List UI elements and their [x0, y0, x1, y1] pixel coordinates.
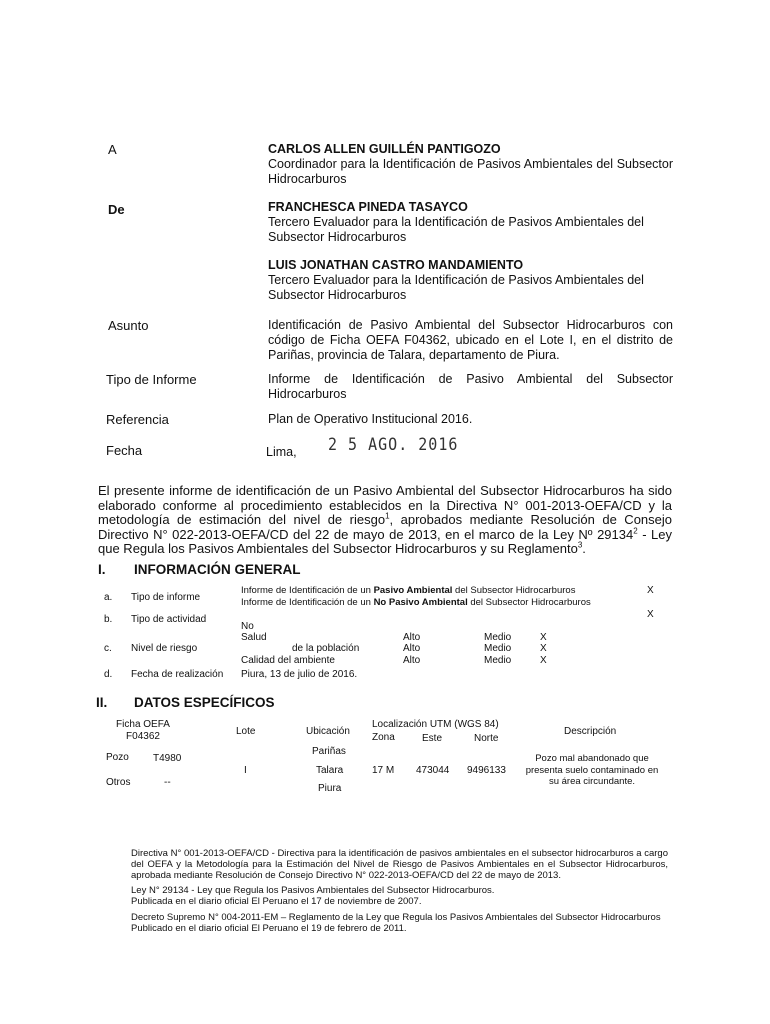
to-name: CARLOS ALLEN GUILLÉN PANTIGOZO	[268, 142, 501, 156]
risk-mark-3: X	[540, 655, 547, 666]
opt1-post: del Subsector Hidrocarburos	[452, 585, 576, 596]
risk-mark-2: X	[540, 643, 547, 654]
cell-este: 473044	[416, 765, 450, 776]
item-d-letter: d.	[104, 669, 113, 680]
risk-row-ambiente: Calidad del ambiente	[241, 655, 335, 666]
row-otros-label: Otros	[106, 777, 131, 788]
item-c-label: Nivel de riesgo	[131, 643, 198, 654]
type-label: Tipo de Informe	[106, 372, 197, 387]
section1-title: INFORMACIÓN GENERAL	[134, 562, 301, 577]
item-a-label: Tipo de informe	[131, 592, 201, 603]
table-header-ficha	[112, 719, 174, 743]
date-label: Fecha	[106, 443, 143, 458]
footnote-2-line2: Publicada en el diario oficial El Peruano el 17 de noviembre de 2007.	[131, 896, 422, 907]
item-b-letter: b.	[104, 614, 113, 625]
row-otros-value: --	[164, 777, 171, 788]
item-d-label: Fecha de realización	[131, 669, 224, 680]
cell-descripcion: Pozo mal abandonado que presenta suelo contaminado en su área circundante.	[525, 753, 659, 787]
cell-ubic-provincia: Talara	[316, 765, 344, 776]
table-header-localizacion: Localización UTM (WGS 84)	[372, 719, 499, 730]
header-ficha-line1: Ficha OEFA	[116, 719, 170, 730]
cell-lote: I	[244, 765, 247, 776]
from2-block	[268, 258, 673, 303]
risk-alto-3: Alto	[403, 655, 421, 666]
subject-text: Identificación de Pasivo Ambiental del Subsector Hidrocarburos con código de Ficha OEFA F04362, ubicado en el Lote I, en el distrito de Pariñas, provincia de Talara, departamento de Piura.	[268, 318, 673, 362]
intro-part4: .	[582, 541, 586, 556]
footnote-2-line1: Ley N° 29134 - Ley que Regula los Pasivos Ambientales del Subsector Hidrocarburos.	[131, 885, 495, 896]
opt2-bold: No Pasivo Ambiental	[373, 597, 468, 608]
cell-zona: 17 M	[372, 765, 395, 776]
intro-part1: El presente informe de identificación de un Pasivo Ambiental del Subsector Hidrocarburos ha sido elaborado conforme al procedimiento establecidos en la Directiva N° 001-2013-OEFA/CD y la metodología de estimación del nivel de riesgo	[98, 483, 672, 527]
table-header-zona: Zona	[372, 732, 395, 743]
row-pozo-label: Pozo	[106, 752, 129, 763]
risk-alto-2: Alto	[403, 643, 421, 654]
section2-number: II.	[96, 695, 108, 710]
item-a-mark: X	[647, 585, 654, 596]
risk-medio-1: Medio	[484, 632, 512, 643]
intro-part2: , aprobados mediante Resolución de Consejo Directivo N° 022-2013-OEFA/CD del 22 de mayo de 2013, en el marco de la Ley Nº 29134	[98, 512, 673, 542]
from1-role: Tercero Evaluador para la Identificación de Pasivos Ambientales del Subsector Hidrocarburos	[268, 215, 644, 244]
from2-role: Tercero Evaluador para la Identificación de Pasivos Ambientales del Subsector Hidrocarburos	[268, 273, 644, 302]
from1-block	[268, 200, 673, 245]
from1-name: FRANCHESCA PINEDA TASAYCO	[268, 200, 468, 214]
to-label: A	[108, 142, 117, 157]
table-header-descripcion: Descripción	[564, 726, 617, 737]
ref-label: Referencia	[106, 412, 169, 427]
from2-name: LUIS JONATHAN CASTRO MANDAMIENTO	[268, 258, 524, 272]
table-header-este: Este	[422, 733, 443, 744]
type-text: Informe de Identificación de Pasivo Ambiental del Subsector Hidrocarburos	[268, 372, 673, 401]
table-header-norte: Norte	[474, 733, 499, 744]
subject-label: Asunto	[108, 318, 149, 333]
cell-ubic-distrito: Pariñas	[312, 746, 346, 757]
footnote-3-line2: Publicado en el diario oficial El Peruano el 19 de febrero de 2011.	[131, 923, 407, 934]
risk-row-salud: Salud	[241, 632, 267, 643]
risk-row-poblacion: de la población	[292, 643, 360, 654]
cell-norte: 9496133	[467, 765, 506, 776]
item-a-option1	[241, 585, 575, 597]
footnote-3	[131, 912, 668, 934]
risk-mark-1: X	[540, 632, 547, 643]
date-stamp: 2 5 AGO. 2016	[328, 434, 459, 455]
header-ficha-line2: F04362	[126, 731, 160, 742]
footnote-ref-1: 1	[385, 511, 390, 521]
item-c-letter: c.	[104, 643, 112, 654]
footnote-1: Directiva N° 001-2013-OEFA/CD - Directiva para la identificación de pasivos ambientales en el subsector hidrocarburos a cargo del OEFA y la Metodología para la Estimación del Nivel de Riesgo de Pasivos Ambientales en el Subsector Hidrocarburos, aprobada mediante Resolución de Consejo Directivo N° 022-2013-OEFA/CD del 22 de mayo de 2013.	[131, 848, 668, 881]
risk-alto-1: Alto	[403, 632, 421, 643]
table-header-lote: Lote	[236, 726, 256, 737]
date-city: Lima,	[266, 445, 297, 459]
item-b-label: Tipo de actividad	[131, 614, 207, 625]
section2-title: DATOS ESPECÍFICOS	[134, 695, 275, 710]
cell-ubic-departamento: Piura	[318, 783, 342, 794]
footnote-ref-3: 3	[577, 540, 583, 550]
opt2-post: del Subsector Hidrocarburos	[467, 597, 591, 608]
row-pozo-value: T4980	[153, 753, 182, 764]
risk-medio-3: Medio	[484, 655, 512, 666]
item-b-mark: X	[647, 609, 654, 620]
footnote-ref-2: 2	[633, 526, 638, 536]
section1-number: I.	[98, 562, 106, 577]
intro-part3: - Ley que Regula los Pasivos Ambientales del Subsector Hidrocarburos y su Reglamento	[98, 526, 672, 556]
risk-medio-2: Medio	[484, 643, 512, 654]
footnote-2	[131, 885, 668, 907]
table-header-ubicacion: Ubicación	[306, 726, 350, 737]
opt1-bold: Pasivo Ambiental	[373, 585, 453, 596]
item-b-no: No	[241, 621, 254, 632]
from-label: De	[108, 202, 125, 217]
to-role: Coordinador para la Identificación de Pasivos Ambientales del Subsector Hidrocarburos	[268, 157, 673, 186]
intro-paragraph	[98, 484, 672, 557]
opt2-pre: Informe de Identificación de un	[241, 597, 374, 608]
footnote-3-line1: Decreto Supremo N° 004-2011-EM – Reglamento de la Ley que Regula los Pasivos Ambientales del Subsector Hidrocarburos	[131, 912, 661, 923]
opt1-pre: Informe de Identificación de un	[241, 585, 374, 596]
ref-text: Plan de Operativo Institucional 2016.	[268, 412, 473, 426]
item-d-value: Piura, 13 de julio de 2016.	[241, 669, 358, 680]
item-a-option2	[241, 597, 591, 609]
item-a-letter: a.	[104, 592, 113, 603]
to-block	[268, 142, 673, 187]
